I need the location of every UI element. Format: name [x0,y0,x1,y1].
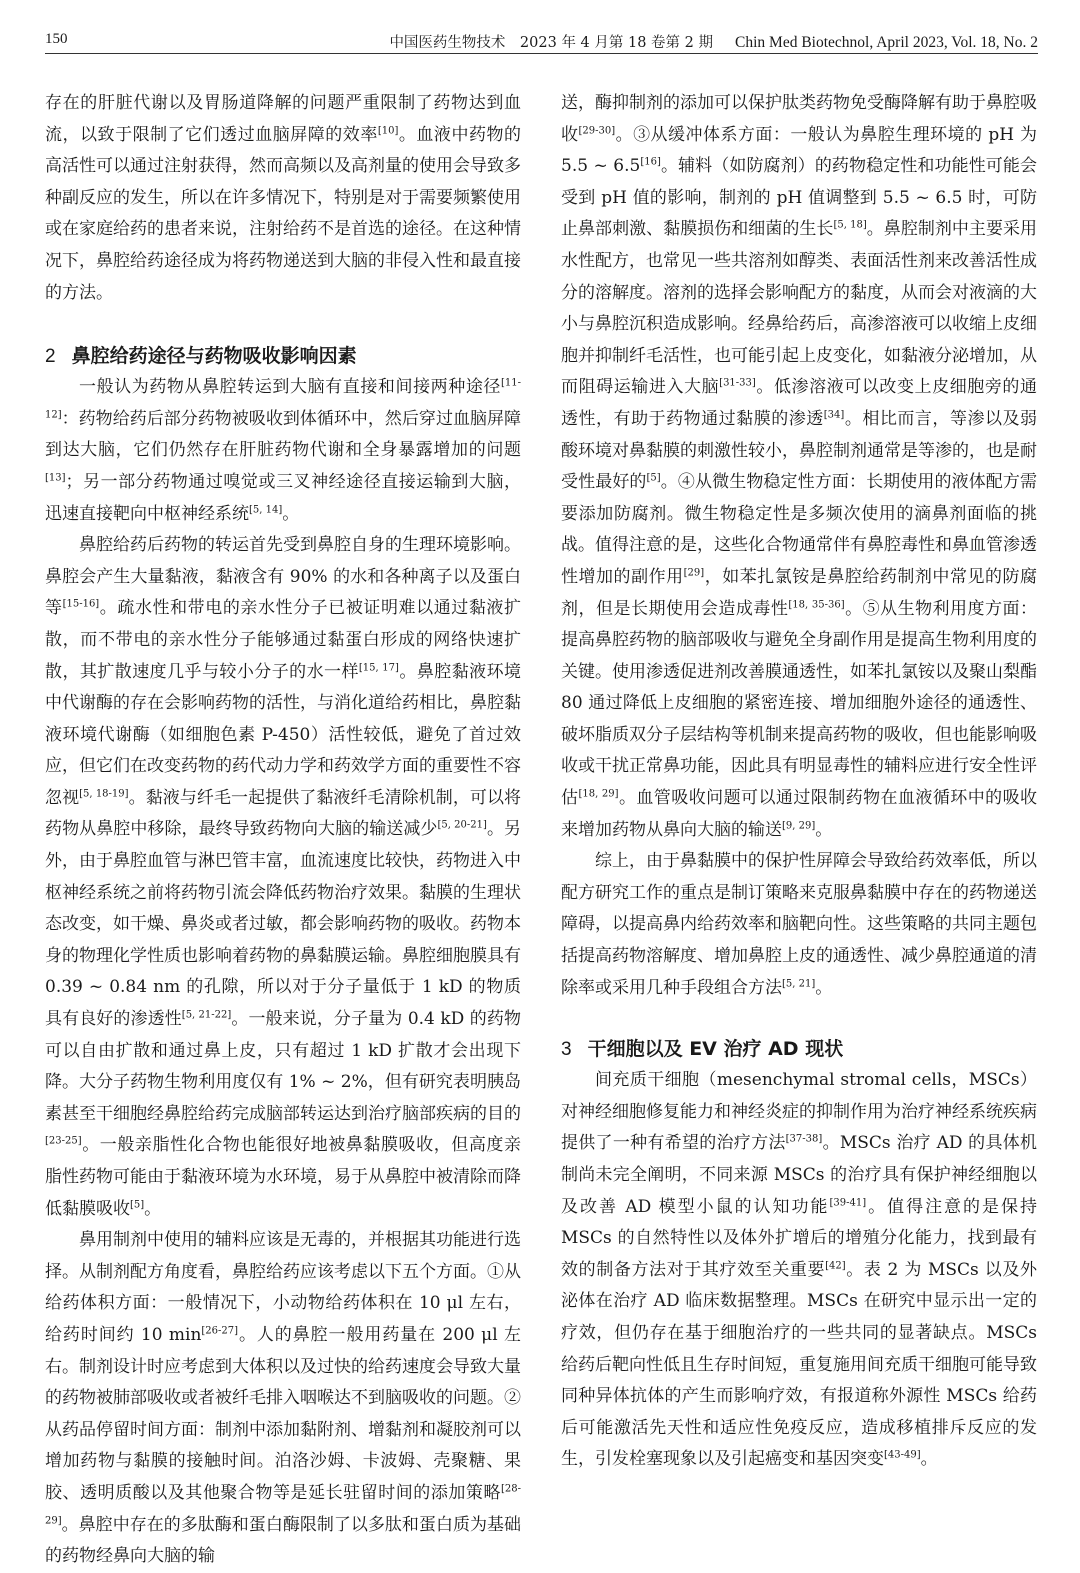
paragraph: 一般认为药物从鼻腔转运到大脑有直接和间接两种途径[11-12]：药物给药后部分药物被吸收到体循环中，然后穿过血脑屏障到达大脑，它们仍然存在肝脏药物代谢和全身暴露增加的问题[13]；另一部分药物通过嗅觉或三叉神经途径直接运输到大脑，迅速直接靶向中枢神经系统[5, 14]。 [45,377,521,524]
reference-mark: [15-16] [62,598,100,610]
reference-mark: [5, 18-19] [79,788,129,800]
reference-mark: [29] [683,567,705,579]
reference-mark: [18, 35-36] [788,598,845,610]
reference-mark: [23-25] [45,1135,82,1147]
page-number: 150 [45,31,68,47]
paragraph: 间充质干细胞（mesenchymal stromal cells，MSCs）对神经细胞修复能力和神经炎症的抑制作用为治疗神经系统疾病提供了一种有希望的治疗方法[37-38]。MSCs 治疗 AD 的具体机制尚未完全阐明，不同来源 MSCs 的治疗具有保护神经细胞以及改善 AD 模型小鼠的认知功能[39-41]。值得注意的是保持 MSCs 的自然特性以及体外扩增后的增殖分化能力，找到最有效的制备方法对于其疗效至关重要[42]。表 2 为 MSCs 以及外泌体在治疗 AD 临床数据整理。MSCs 在研究中显示出一定的疗效，但仍存在基于细胞治疗的一些共同的显著缺点。MSCs 给药后靶向性低且生存时间短，重复施用间充质干细胞可能导致同种异体抗体的产生而影响疗效，有报道称外源性 MSCs 给药后可能激活先天性和适应性免疫反应，造成移植排斥反应的发生，引发栓塞现象以及引起癌变和基因突变[43-49]。 [561,1070,1038,1470]
paragraph: 送，酶抑制剂的添加可以保护肽类药物免受酶降解有助于鼻腔吸收[29-30]。③从缓冲体系方面：一般认为鼻腔生理环境的 pH 为 5.5 ~ 6.5[16]。辅料（如防腐剂）的药物稳定性和功能性可能会受到 pH 值的影响，制剂的 pH 值调整到 5.5 ~ 6.5 时，可防止鼻部刺激、黏膜损伤和细菌的生长[5, 18]。鼻腔制剂中主要采用水性配方，也常见一些共溶剂如醇类、表面活性剂来改善活性成分的溶解度。溶剂的选择会影响配方的黏度，从而会对液滴的大小与鼻腔沉积造成影响。经鼻给药后，高渗溶液可以收缩上皮细胞并抑制纤毛活性，也可能引起上皮变化，如黏液分泌增加，从而阻碍运输进入大脑[31-33]。低渗溶液可以改变上皮细胞旁的通透性，有助于药物通过黏膜的渗透[34]。相比而言，等渗以及弱酸环境对鼻黏膜的刺激性较小，鼻腔制剂通常是等渗的，也是耐受性最好的[5]。④从微生物稳定性方面：长期使用的液体配方需要添加防腐剂。微生物稳定性是多频次使用的滴鼻剂面临的挑战。值得注意的是，这些化合物通常伴有鼻腔毒性和鼻血管渗透性增加的副作用[29]，如苯扎氯铵是鼻腔给药制剂中常见的防腐剂，但是长期使用会造成毒性[18, 35-36]。⑤从生物利用度方面：提高鼻腔药物的脑部吸收与避免全身副作用是提高生物利用度的关键。使用渗透促进剂改善膜通透性，如苯扎氯铵以及聚山梨酯 80 通过降低上皮细胞的紧密连接、增加细胞外途径的通透性、破坏脂质双分子层结构等机制来提高药物的吸收，但也能影响吸收或干扰正常鼻功能，因此具有明显毒性的辅料应进行安全性评估[18, 29]。血管吸收问题可以通过限制药物在血液循环中的吸收来增加药物从鼻向大脑的输送[9, 29]。 [561,93,1038,840]
paragraph: 存在的肝脏代谢以及胃肠道降解的问题严重限制了药物达到血流，以致于限制了它们透过血脑屏障的效率[10]。血液中药物的高活性可以通过注射获得，然而高频以及高剂量的使用会导致多种副反应的发生，所以在许多情况下，特别是对于需要频繁使用或在家庭给药的患者来说，注射给药不是首选的途径。在这种情况下，鼻腔给药途径成为将药物递送到大脑的非侵入性和最直接的方法。 [45,93,522,303]
paragraph: 鼻腔给药后药物的转运首先受到鼻腔自身的生理环境影响。鼻腔会产生大量黏液，黏液含有 90% 的水和各种离子以及蛋白等[15-16]。疏水性和带电的亲水性分子已被证明难以通过黏液扩散，而不带电的亲水性分子能够通过黏蛋白形成的网络快速扩散，其扩散速度几乎与较小分子的水一样[15, 17]。鼻腔黏液环境中代谢酶的存在会影响药物的活性，与消化道给药相比，鼻腔黏液环境代谢酶（如细胞色素 P-450）活性较低，避免了首过效应，但它们在改变药物的药代动力学和药效学方面的重要性不容忽视[5, 18-19]。黏液与纤毛一起提供了黏液纤毛清除机制，可以将药物从鼻腔中移除，最终导致药物向大脑的输送减少[5, 20-21]。另外，由于鼻腔血管与淋巴管丰富，血流速度比较快，药物进入中枢神经系统之前将药物引流会降低药物治疗效果。黏膜的生理状态改变，如干燥、鼻炎或者过敏，都会影响药物的吸收。药物本身的物理化学性质也影响着药物的鼻黏膜运输。鼻腔细胞膜具有 0.39 ~ 0.84 nm 的孔隙，所以对于分子量低于 1 kD 的物质具有良好的渗透性[5, 21-22]。一般来说，分子量为 0.4 kD 的药物可以自由扩散和通过鼻上皮，只有超过 1 kD 扩散才会出现下降。大分子药物生物利用度仅有 1% ~ 2%，但有研究表明胰岛素甚至干细胞经鼻腔给药完成脑部转运达到治疗脑部疾病的目的[23-25]。一般亲脂性化合物也能很好地被鼻黏膜吸收，但高度亲脂性药物可能由于黏液环境为水环境，易于从鼻腔中被清除而降低黏膜吸收[5]。 [45,535,522,1219]
left-column [45,88,521,1573]
running-header [45,29,1038,54]
reference-mark: [42] [825,1260,846,1272]
right-column [561,88,1037,1476]
reference-mark: [5, 20-21] [437,819,487,831]
paragraph: 综上，由于鼻黏膜中的保护性屏障会导致给药效率低，所以配方研究工作的重点是制订策略来克服鼻黏膜中存在的药物递送障碍，以提高鼻内给药效率和脑靶向性。这些策略的共同主题包括提高药物溶解度、增加鼻腔上皮的通透性、减少鼻腔通道的清除率或采用几种手段组合方法[5, 21]。 [561,851,1037,998]
reference-mark: [11-12] [45,377,521,421]
reference-mark: [5, 18] [833,219,867,231]
reference-mark: [9, 29] [782,820,816,831]
reference-mark: [5, 21] [782,977,816,989]
reference-mark: [5, 14] [249,503,283,515]
reference-mark: [5] [646,472,661,484]
reference-mark: [39-41] [829,1196,867,1208]
reference-mark: [18, 29] [578,788,619,800]
reference-mark: [15, 17] [358,661,399,673]
reference-mark: [26-27] [201,1325,239,1337]
journal-name-en: Chin Med Biotechnol, April 2023, Vol. 18, No. 2 [735,34,1038,51]
reference-mark: [10] [377,124,399,136]
reference-mark: [34] [823,409,845,421]
section-heading-3: 3 干细胞以及 EV 治疗 AD 现状 [561,1038,844,1061]
reference-mark: [43-49] [884,1449,921,1461]
reference-mark: [5, 21-22] [181,1009,232,1021]
reference-mark: [37-38] [785,1133,823,1145]
reference-mark: [29-30] [578,124,616,136]
journal-citation [389,31,1038,52]
reference-mark: [31-33] [719,377,756,389]
reference-mark: [16] [640,156,661,168]
paragraph: 鼻用制剂中使用的辅料应该是无毒的，并根据其功能进行选择。从制剂配方角度看，鼻腔给药应该考虑以下五个方面。①从给药体积方面：一般情况下，小动物给药体积在 10 μl 左右，给药时间约 10 min[26-27]。人的鼻腔一般用药量在 200 μl 左右。制剂设计时应考虑到大体积以及过快的给药速度会导致大量的药物被肺部吸收或者被纤毛排入咽喉达不到脑吸收的问题。②从药品停留时间方面：制剂中添加黏附剂、增黏剂和凝胶剂可以增加药物与黏膜的接触时间。泊洛沙姆、卡波姆、壳聚糖、果胶、透明质酸以及其他聚合物等是延长驻留时间的添加策略[28-29]。鼻腔中存在的多肽酶和蛋白酶限制了以多肽和蛋白质为基础的药物经鼻向大脑的输 [45,1230,521,1567]
reference-mark: [13] [45,472,66,484]
reference-mark: [5] [130,1198,145,1210]
section-heading-2: 2 鼻腔给药途径与药物吸收影响因素 [45,345,357,368]
journal-name-cn: 中国医药生物技术 2023 年 4 月第 18 卷第 2 期 [389,35,714,51]
reference-mark: [28-29] [45,1483,521,1526]
